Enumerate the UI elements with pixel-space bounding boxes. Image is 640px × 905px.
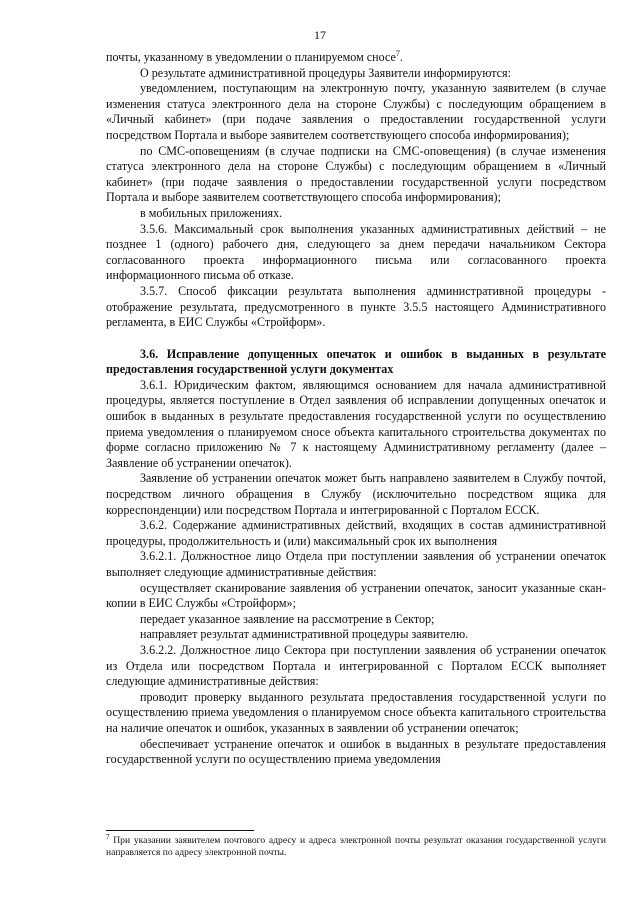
paragraph <box>106 581 606 612</box>
paragraph-text: 3.6.2.1. Должностное лицо Отдела при поступлении заявления об устранении опечаток выполняет следующие административные действия: <box>106 549 606 579</box>
paragraph-text: 3.6.1. Юридическим фактом, являющимся основанием для начала административной процедуры, является поступление в Отдел заявления об исправлении допущенных опечаток и ошибок в выданных в результате предоставления государственной услуги по осуществлению приема уведомления о планируемом сносе объекта капитального строительства документах по форме согласно приложению № 7 к настоящему Административному регламенту (далее – Заявление об устранении опечаток). <box>106 377 606 470</box>
paragraph <box>106 378 606 472</box>
paragraph <box>106 737 606 768</box>
footnote-text: При указании заявителем почтового адресу и адреса электронной почты результат оказания государственной услуги направляется по адресу электронной почты. <box>106 835 606 859</box>
paragraph <box>106 284 606 331</box>
paragraph <box>106 66 606 82</box>
paragraph-text: 3.6.2.2. Должностное лицо Сектора при поступлении заявления об устранении опечаток из Отдела или посредством Портала и интегрированной с Порталом ЕССК выполняет следующие административные действия: <box>106 642 606 689</box>
paragraph <box>106 471 606 518</box>
footnote-ref: 7 <box>395 48 400 58</box>
section-heading <box>106 347 606 378</box>
paragraph-tail: . <box>399 50 403 64</box>
paragraph-text: проводит проверку выданного результата предоставления государственной услуги по осуществлению приема уведомления о планируемом сносе объекта капитального строительства на наличие опечаток и ошибок, указанных в заявлении об устранении опечаток; <box>106 689 606 735</box>
paragraph-text: осуществляет сканирование заявления об устранении опечаток, заносит указанные скан-копии в ЕИС Службы «Стройформ»; <box>106 580 606 611</box>
footnote-divider <box>106 830 254 831</box>
paragraph-text: Заявление об устранении опечаток может быть направлено заявителем в Службу почтой, посредством личного обращения в Службу (исключительно посредством ящика для корреспонденции) или посредством Портала и интегрированной с Порталом ЕССК. <box>106 471 606 517</box>
paragraph-text: О результате административной процедуры Заявители информируются: <box>140 65 511 80</box>
paragraph-text: в мобильных приложениях. <box>140 205 283 220</box>
paragraph <box>106 206 606 222</box>
paragraph <box>106 549 606 580</box>
paragraph <box>106 81 606 143</box>
page-number: 17 <box>314 28 326 42</box>
paragraph-text: обеспечивает устранение опечаток и ошибок в выданных в результате предоставления государственной услуги по осуществлению приема уведомления <box>106 736 606 767</box>
paragraph <box>106 144 606 206</box>
document-body <box>106 50 606 768</box>
footnote-mark: 7 <box>106 832 110 841</box>
paragraph-text: почты, указанному в уведомлении о планируемом сносе <box>106 50 396 64</box>
paragraph <box>106 690 606 737</box>
paragraph <box>106 627 606 643</box>
paragraph <box>106 50 606 66</box>
paragraph-text: 3.6. Исправление допущенных опечаток и ошибок в выданных в результате предоставления государственной услуги документах <box>106 346 606 377</box>
paragraph <box>106 643 606 690</box>
paragraph <box>106 612 606 628</box>
paragraph-text: 3.5.7. Способ фиксации результата выполнения административной процедуры - отображение результата, предусмотренного в пункте 3.5.5 настоящего Административного регламента, в ЕИС Службы «Стройформ». <box>106 283 606 330</box>
paragraph-text: направляет результат административной процедуры заявителю. <box>140 627 469 642</box>
paragraph-text: уведомлением, поступающим на электронную почту, указанную заявителем (в случае изменения статуса электронного дела на стороне Службы) с последующим обращением в «Личный кабинет» (при подаче заявления о предоставлении государственной услуги посредством Портала и выборе заявителем соответствующего способа информирования); <box>106 81 606 142</box>
paragraph <box>106 518 606 549</box>
paragraph-text: по СМС-оповещениям (в случае подписки на СМС-оповещения) (в случае изменения статуса электронного дела на стороне Службы) с последующим обращением в «Личный кабинет» (при подаче заявления о предоставлении государственной услуги посредством Портала и выборе заявителем соответствующего способа информирования); <box>106 143 606 205</box>
paragraph-text: передает указанное заявление на рассмотрение в Сектор; <box>140 611 435 626</box>
paragraph <box>106 222 606 284</box>
paragraph-text: 3.5.6. Максимальный срок выполнения указанных административных действий – не позднее 1 (одного) рабочего дня, следующего за днем передачи начальником Сектора согласованного проекта информационного письма или согласованного проекта информационного письма об отказе. <box>106 221 606 283</box>
footnote <box>106 832 606 860</box>
paragraph-text: 3.6.2. Содержание административных действий, входящих в состав административной процедуры, продолжительность и (или) максимальный срок их выполнения <box>106 518 606 548</box>
